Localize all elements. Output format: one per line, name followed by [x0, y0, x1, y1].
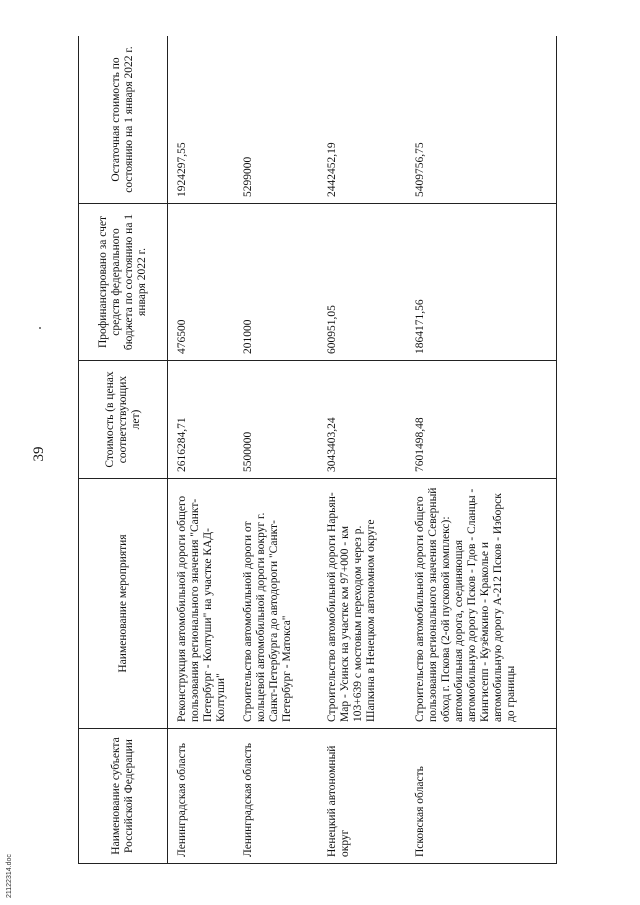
cell-financed: 1864171,56 [406, 204, 557, 361]
cell-measure: Строительство автомобильной дороги от кольцевой автомобильной дороги вокруг г. Санкт-Петербурга до автодороги "Санкт-Петербург - Матокса" [234, 479, 318, 729]
scan-dot [39, 327, 41, 329]
document-id-text: 21122314.doc [6, 854, 13, 898]
header-region: Наименование субъекта Российской Федерации [79, 729, 168, 864]
header-measure: Наименование мероприятия [79, 479, 168, 729]
header-residual: Остаточная стоимость по состоянию на 1 января 2022 г. [79, 36, 168, 204]
cell-region: Ленинградская область [234, 729, 318, 864]
table-container [78, 36, 560, 864]
cell-residual: 5409756,75 [406, 36, 557, 204]
table-row [406, 36, 557, 864]
cell-region: Ненецкий автономный округ [318, 729, 406, 864]
cell-measure: Реконструкция автомобильной дороги общего пользования регионального значения "Санкт-Петербург - Колтуши" на участке КАД-Колтуши" [168, 479, 235, 729]
cell-region: Ленинградская область [168, 729, 235, 864]
cell-cost: 7601498,48 [406, 361, 557, 479]
cell-region: Псковская область [406, 729, 557, 864]
cell-measure: Строительство автомобильной дороги общего пользования регионального значения Северный обход г. Пскова (2-ой пусковой комплекс): автомобильная дорога, соединяющая автомобильную дорогу Псков - Гдов - Сланцы - Кингисепп - Кузёмкино - Краколье и автомобильную дорогу А-212 Псков - Изборск до границы [406, 479, 557, 729]
table-row [168, 36, 235, 864]
cell-cost: 2616284,71 [168, 361, 235, 479]
cell-financed: 600951,05 [318, 204, 406, 361]
cell-cost: 5500000 [234, 361, 318, 479]
cell-financed: 201000 [234, 204, 318, 361]
page-number-text: 39 [31, 446, 47, 462]
table-row [234, 36, 318, 864]
cell-residual: 2442452,19 [318, 36, 406, 204]
table-header-row [79, 36, 168, 864]
cell-financed: 476500 [168, 204, 235, 361]
cell-residual: 5299000 [234, 36, 318, 204]
document-id [5, 834, 15, 898]
header-financed: Профинансировано за счет средств федерального бюджета по состоянию на 1 января 2022 г. [79, 204, 168, 361]
page-number [31, 436, 47, 472]
rotated-table [78, 36, 560, 864]
cell-measure: Строительство автомобильной дороги Нарьян-Мар - Усинск на участке км 97+000 - км 103+639 с мостовым переходом через р. Шапкина в Ненецком автономном округе [318, 479, 406, 729]
cell-cost: 3043403,24 [318, 361, 406, 479]
financing-table [78, 36, 557, 864]
header-cost: Стоимость (в ценах соответствующих лет) [79, 361, 168, 479]
cell-residual: 1924297,55 [168, 36, 235, 204]
table-row [318, 36, 406, 864]
